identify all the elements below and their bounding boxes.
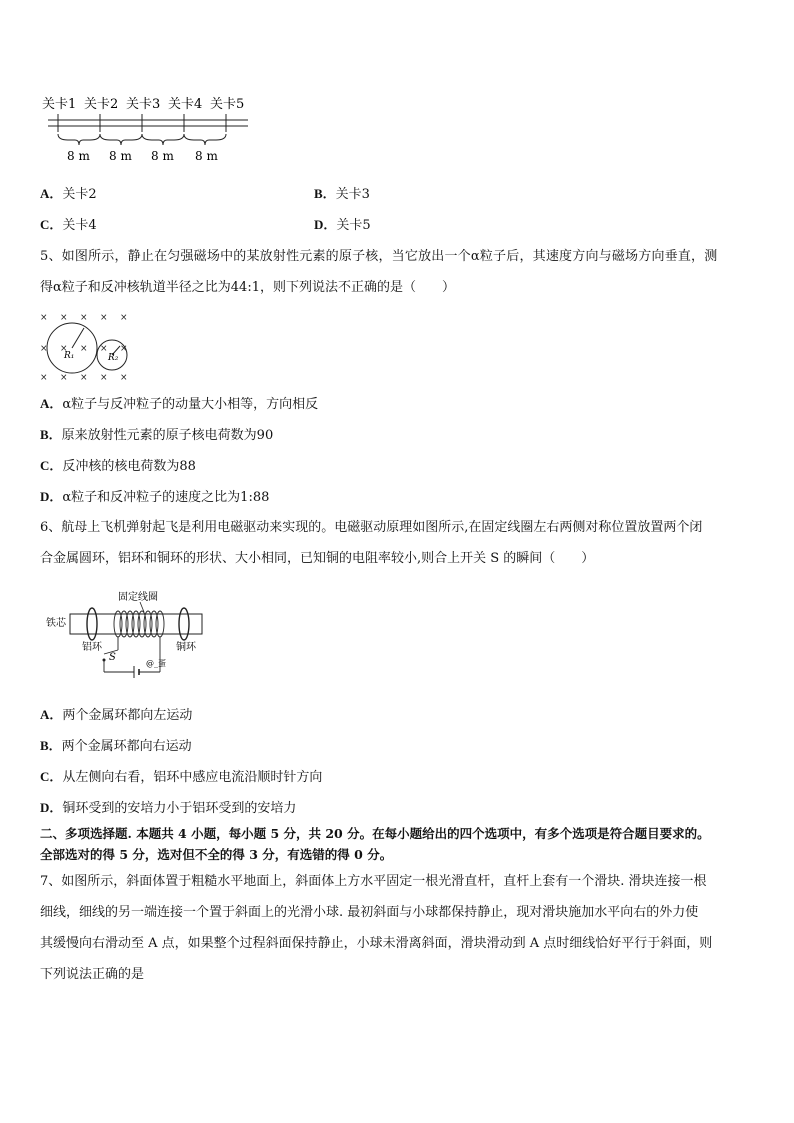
q7-stem-line-4: 下列说法正确的是 [40, 967, 145, 982]
q6-option-b: B．两个金属环都向右运动 [40, 738, 192, 754]
brace-2 [100, 134, 142, 145]
r1-label: R₁ [64, 351, 75, 361]
iron-core [70, 614, 202, 634]
svg-text:×: × [80, 344, 88, 354]
svg-text:×: × [60, 313, 68, 323]
gate-label-2: 关卡2 [84, 97, 119, 112]
coil-diagram [44, 588, 214, 688]
magnetic-field-figure [36, 308, 136, 384]
distance-label-3: 8 m [151, 149, 174, 163]
distance-label-2: 8 m [109, 149, 132, 163]
q6-option-a: A．两个金属环都向左运动 [40, 707, 193, 723]
gates-diagram [40, 92, 260, 167]
svg-text:×: × [120, 344, 128, 354]
core-label: 铁芯 [46, 618, 66, 629]
gates-figure [40, 92, 260, 167]
q7-stem-line-3: 其缓慢向右滑动至 A 点，如果整个过程斜面保持静止，小球未滑离斜面，滑块滑动到 A 点时细线恰好平行于斜面，则 [40, 936, 713, 951]
section2-heading-line-1: 二、多项选择题. 本题共 4 小题，每小题 5 分，共 20 分。在每小题给出的四个选项中，有多个选项是符合题目要求的。 [40, 826, 710, 841]
svg-text:×: × [80, 313, 88, 323]
section2-heading-line-2: 全部选对的得 5 分，选对但不全的得 3 分，有选错的得 0 分。 [40, 847, 393, 862]
svg-text:×: × [60, 373, 68, 383]
gate-label-1: 关卡1 [42, 97, 77, 112]
svg-text:×: × [60, 344, 68, 354]
battery-label: @_蛋 [146, 659, 166, 668]
q5-stem-line-2: 得α粒子和反冲核轨道半径之比为44:1，则下列说法不正确的是（ ） [40, 280, 455, 295]
svg-text:×: × [100, 313, 108, 323]
coil-label: 固定线圈 [118, 592, 158, 603]
q5-option-b: B．原来放射性元素的原子核电荷数为90 [40, 427, 274, 443]
svg-text:×: × [120, 373, 128, 383]
aluminum-ring [87, 608, 97, 640]
q5-option-c: C．反冲核的核电荷数为88 [40, 458, 196, 474]
brace-3 [142, 134, 184, 145]
q5-stem-line-1: 5、如图所示，静止在匀强磁场中的某放射性元素的原子核，当它放出一个α粒子后，其速度方向与磁场方向垂直，测 [40, 249, 718, 264]
q6-stem-line-1: 6、航母上飞机弹射起飞是利用电磁驱动来实现的。电磁驱动原理如图所示,在固定线圈左右两侧对称位置放置两个闭 [40, 520, 703, 535]
aluminum-ring-label: 铝环 [82, 642, 102, 653]
q4-option-c: C．关卡4 [40, 217, 97, 233]
distance-label-4: 8 m [195, 149, 218, 163]
brace-4 [184, 134, 226, 145]
q7-stem-line-1: 7、如图所示，斜面体置于粗糙水平地面上，斜面体上方水平固定一根光滑直杆，直杆上套有一个滑块. 滑块连接一根 [40, 874, 707, 889]
magnetic-field-diagram [36, 308, 136, 384]
q6-option-c: C．从左侧向右看，铝环中感应电流沿顺时针方向 [40, 769, 323, 785]
q6-option-d: D．铜环受到的安培力小于铝环受到的安培力 [40, 800, 297, 816]
copper-ring-label: 铜环 [176, 642, 196, 653]
distance-label-1: 8 m [67, 149, 90, 163]
svg-text:×: × [100, 373, 108, 383]
svg-text:×: × [40, 313, 48, 323]
q4-option-b: B．关卡3 [314, 186, 370, 202]
q4-option-d: D．关卡5 [314, 217, 371, 233]
brace-1 [58, 134, 100, 145]
gate-label-5: 关卡5 [210, 97, 245, 112]
svg-text:×: × [40, 373, 48, 383]
q5-option-d: D．α粒子和反冲粒子的速度之比为1:88 [40, 489, 270, 505]
copper-ring [179, 608, 189, 640]
gate-label-4: 关卡4 [168, 97, 203, 112]
gate-label-3: 关卡3 [126, 97, 161, 112]
q7-stem-line-2: 细线，细线的另一端连接一个置于斜面上的光滑小球. 最初斜面与小球都保持静止，现对滑块施加水平向右的外力使 [40, 905, 699, 920]
q6-stem-line-2: 合金属圆环，铝环和铜环的形状、大小相同，已知铜的电阻率较小,则合上开关 S 的瞬间（ ） [40, 551, 595, 566]
svg-text:×: × [120, 313, 128, 323]
svg-text:×: × [100, 344, 108, 354]
svg-text:×: × [80, 373, 88, 383]
q5-option-a: A．α粒子与反冲粒子的动量大小相等，方向相反 [40, 396, 319, 412]
switch-label: S [109, 652, 116, 663]
r2-label: R₂ [108, 353, 119, 363]
q4-option-a: A．关卡2 [40, 186, 97, 202]
coil-figure [44, 588, 214, 688]
svg-text:×: × [40, 344, 48, 354]
